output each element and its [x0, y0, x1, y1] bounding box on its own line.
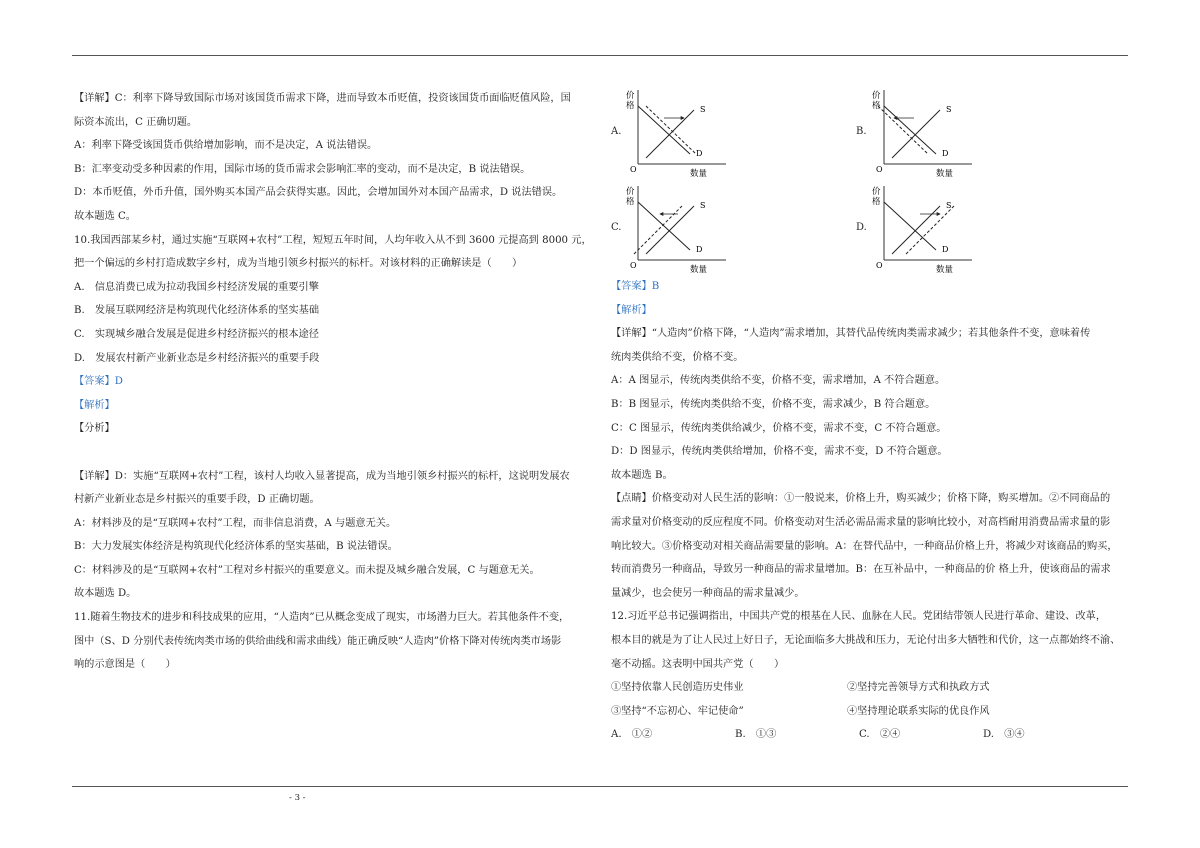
left-line: 图中（S、D 分别代表传统肉类市场的供给曲线和需求曲线）能正确反映“人造肉”价格下降对传统肉类市场影 [74, 635, 562, 647]
y-axis-label: 价 [626, 187, 635, 197]
right-line: 根本目的就是为了让人民过上好日子，无论面临多大挑战和压力，无论付出多大牺牲和代价，这一点都始终不渝、 [611, 634, 1121, 646]
left-line: D：本币贬值，外币升值，国外购买本国产品会获得实惠。因此，会增加国外对本国产品需求，D 说法错误。 [74, 187, 563, 199]
right-line: D：D 图显示，传统肉类供给增加，价格不变，需求不变，D 不符合题意。 [611, 446, 948, 458]
y-axis-label: 价 [872, 187, 881, 197]
right-line: 【详解】“人造肉”价格下降，“人造肉”需求增加，其替代品传统肉类需求减少；若其他条件不变，意味着传 [611, 328, 1091, 340]
y-axis-label: 格 [872, 101, 881, 111]
right-line: 毫不动摇。这表明中国共产党（ ） [611, 658, 785, 670]
demand-curve [638, 106, 690, 154]
analysis-label: 【解析】 [611, 304, 652, 316]
left-line: A：利率下降受该国货币供给增加影响，而不是决定，A 说法错误。 [74, 140, 378, 152]
left-line: 【分析】 [74, 423, 115, 435]
option-a: A. ①② [611, 729, 653, 741]
graph-option-label: D. [856, 222, 867, 233]
d-label: D [696, 245, 703, 254]
d-label: D [942, 245, 949, 254]
x-axis-label: 数量 [690, 169, 708, 179]
left-line: 【详解】C：利率下降导致国际市场对该国货币需求下降，进而导致本币贬值，投资该国货币面临贬值风险，国 [74, 93, 571, 104]
right-line: 【点睛】价格变动对人民生活的影响：①一般说来，价格上升，购买减少；价格下降，购买增加。②不同商品的 [611, 493, 1111, 505]
right-line: 故本题选 B。 [611, 469, 673, 481]
supply-demand-graph [872, 88, 982, 180]
left-line: 把一个偏远的乡村打造成数字乡村，成为当地引领乡村振兴的标杆。对该材料的正确解读是（ ） [74, 258, 523, 270]
demand-curve [884, 106, 936, 154]
left-line: 村新产业新业态是乡村振兴的重要手段，D 正确切题。 [74, 494, 320, 506]
statement: ②坚持完善领导方式和执政方式 [847, 682, 990, 694]
right-line: 响比较大。③价格变动对相关商品需要量的影响。A：在替代品中，一种商品价格上升，将减少对该商品的购买， [611, 540, 1118, 552]
supply-demand-graph [626, 184, 736, 276]
question-10: 10.我国西部某乡村，通过实施“互联网+农村”工程，短短五年时间，人均年收入从不到 3600 元提高到 8000 元， [74, 234, 592, 246]
origin-label: O [876, 165, 883, 174]
x-axis-label: 数量 [936, 265, 954, 275]
s-label: S [946, 105, 952, 114]
option-b: B. ①③ [735, 729, 777, 741]
origin-label: O [630, 261, 637, 270]
left-line: B：大力发展实体经济是构筑现代化经济体系的坚实基础，B 说法错误。 [74, 541, 398, 553]
option-d: D. 发展农村新产业新业态是乡村经济振兴的重要手段 [74, 352, 320, 364]
answer-label: 【答案】B [611, 281, 660, 292]
origin-label: O [876, 261, 883, 270]
options-row [611, 723, 1131, 747]
right-column [611, 275, 1131, 747]
statement: ①坚持依靠人民创造历史伟业 [611, 682, 744, 694]
left-line: 【详解】D：实施“互联网+农村”工程，该村人均收入显著提高，成为当地引领乡村振兴的标杆，这说明发展农 [74, 470, 570, 482]
s-label: S [700, 201, 706, 210]
d-label: D [942, 149, 949, 158]
right-line: 需求量对价格变动的反应程度不同。价格变动对生活必需品需求量的影响比较小，对高档耐用消费品需求量的影 [611, 516, 1111, 528]
demand-curve [884, 202, 936, 250]
y-axis-label: 格 [626, 197, 635, 207]
question-11: 11.随着生物技术的进步和科技成果的应用，“人造肉”已从概念变成了现实，市场潜力巨大。若其他条件不变， [74, 612, 570, 624]
statement-row [611, 700, 1131, 724]
supply-demand-graph [872, 184, 982, 276]
s-label: S [946, 201, 952, 210]
left-line: 响的示意图是（ ） [74, 659, 176, 671]
statement: ④坚持理论联系实际的优良作风 [847, 705, 990, 717]
option-a: A. 信息消费已成为拉动我国乡村经济发展的重要引擎 [74, 281, 319, 293]
footer-rule [72, 786, 1128, 787]
statement-row [611, 676, 1131, 700]
left-line: B：汇率变动受多种因素的作用，国际市场的货币需求会影响汇率的变动，而不是决定，B 说法错误。 [74, 163, 531, 175]
y-axis-label: 格 [872, 197, 881, 207]
answer-label: 【答案】D [74, 376, 123, 388]
option-c: C. ②④ [859, 729, 901, 741]
option-d: D. ③④ [983, 729, 1025, 741]
x-axis-label: 数量 [690, 265, 708, 275]
analysis-label: 【解析】 [74, 399, 115, 411]
shifted-curve [646, 106, 696, 154]
shifted-curve [634, 206, 682, 254]
page-number: - 3 - [289, 793, 306, 803]
graph-option-label: A. [611, 126, 622, 137]
s-label: S [700, 105, 706, 114]
statement: ③坚持“不忘初心、牢记使命” [611, 705, 744, 717]
right-line: 转而消费另一种商品，导致另一种商品的需求量增加。B：在互补品中，一种商品的价 格上升，使该商品的需求 [611, 564, 1111, 576]
left-line: 际资本流出，C 正确切题。 [74, 116, 198, 128]
y-axis-label: 价 [626, 91, 635, 101]
d-label: D [696, 149, 703, 158]
x-axis-label: 数量 [936, 169, 954, 179]
right-line: 统肉类供给不变，价格不变。 [611, 351, 744, 363]
left-line: 故本题选 D。 [74, 588, 137, 600]
supply-demand-graph [626, 88, 736, 180]
y-axis-label: 价 [872, 91, 881, 101]
graph-option-label: B. [856, 126, 867, 137]
origin-label: O [630, 165, 637, 174]
y-axis-label: 格 [626, 101, 635, 111]
option-c: C. 实现城乡融合发展是促进乡村经济振兴的根本途径 [74, 328, 319, 340]
left-line: 故本题选 C。 [74, 210, 136, 222]
option-b: B. 发展互联网经济是构筑现代化经济体系的坚实基础 [74, 305, 320, 317]
left-line: A：材料涉及的是“互联网+农村”工程，而非信息消费，A 与题意无关。 [74, 517, 397, 529]
left-column [74, 87, 594, 677]
left-line: C：材料涉及的是“互联网+农村”工程对乡村振兴的重要意义。而未提及城乡融合发展，C 与题意无关。 [74, 564, 540, 576]
graph-option-label: C. [611, 222, 622, 233]
header-rule [72, 55, 1128, 56]
question-12: 12.习近平总书记强调指出，中国共产党的根基在人民、血脉在人民。党团结带领人民进行革命、建设、改革， [611, 611, 1107, 623]
right-line: 量减少，也会使另一种商品的需求量减少。 [611, 587, 805, 599]
blank-line [74, 441, 594, 465]
right-line: B：B 图显示，传统肉类供给不变，价格不变，需求减少，B 符合题意。 [611, 398, 936, 410]
right-line: A：A 图显示，传统肉类供给不变，价格不变，需求增加，A 不符合题意。 [611, 375, 946, 387]
right-line: C：C 图显示，传统肉类供给减少，价格不变，需求不变，C 不符合题意。 [611, 422, 947, 434]
